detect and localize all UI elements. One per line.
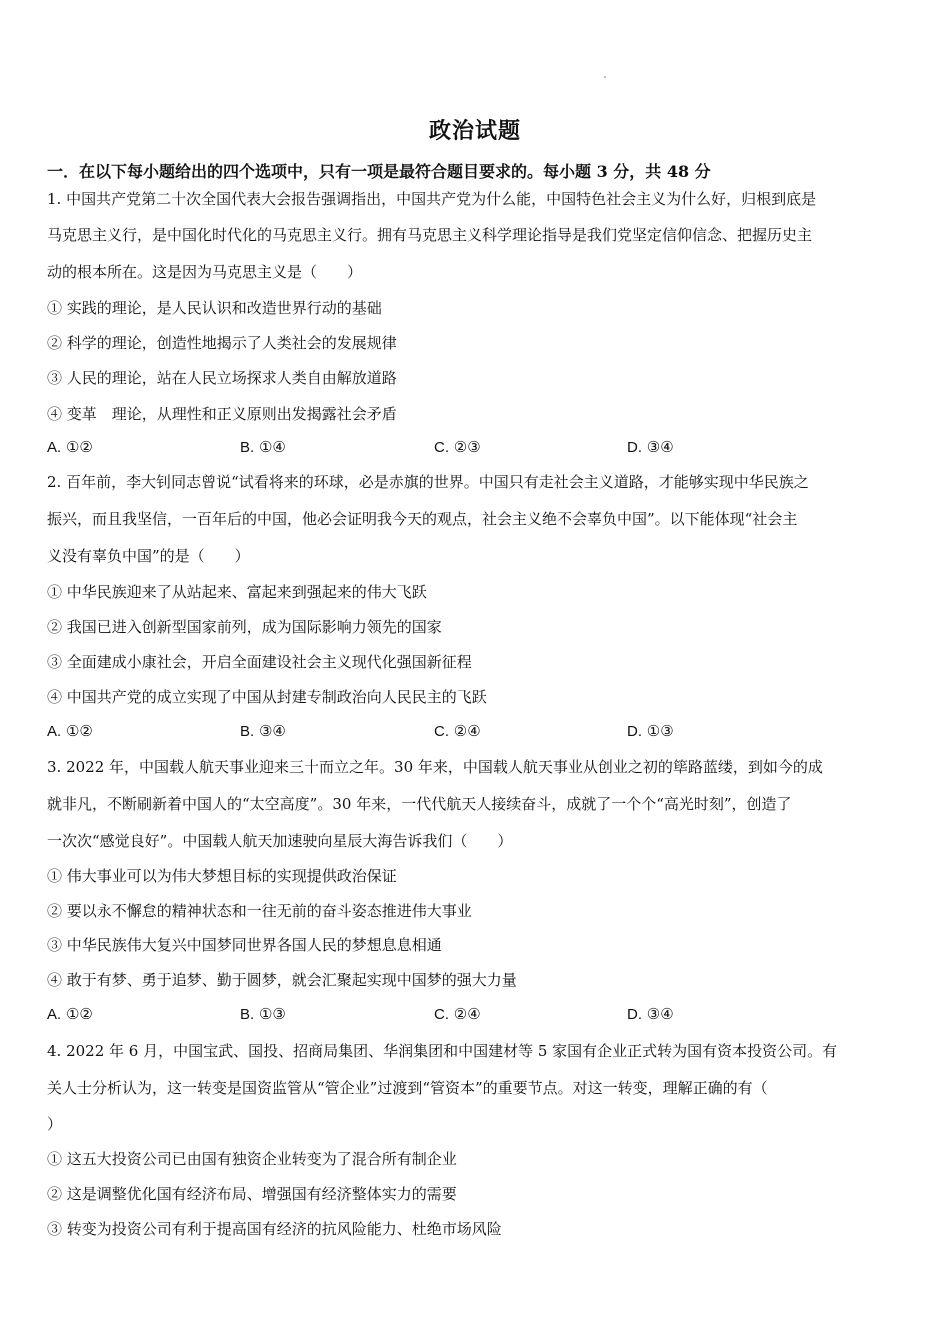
option-a[interactable]: A. ①②	[47, 438, 93, 456]
question-3-choice-1: ① 伟大事业可以为伟大梦想目标的实现提供政治保证	[47, 867, 397, 885]
question-2-line-2: 振兴，而且我坚信，一百年后的中国，他必会证明我今天的观点，社会主义绝不会辜负中国”。以下能体现“社会主	[47, 510, 798, 528]
option-d[interactable]: D. ③④	[627, 438, 674, 456]
question-4-choice-2: ② 这是调整优化国有经济布局、增强国有经济整体实力的需要	[47, 1185, 457, 1203]
question-1-options	[47, 437, 907, 457]
question-3-choice-4: ④ 敢于有梦、勇于追梦、勤于圆梦，就会汇聚起实现中国梦的强大力量	[47, 971, 517, 989]
question-3-choice-3: ③ 中华民族伟大复兴中国梦同世界各国人民的梦想息息相通	[47, 936, 442, 954]
option-b[interactable]: B. ①④	[240, 438, 286, 456]
question-2-choice-1: ① 中华民族迎来了从站起来、富起来到强起来的伟大飞跃	[47, 583, 427, 601]
question-3-line-2: 就非凡，不断刷新着中国人的“太空高度”。30 年来，一代代航天人接续奋斗，成就了一个个“高光时刻”，创造了	[47, 795, 792, 813]
question-2-options	[47, 721, 907, 741]
question-2-choice-4: ④ 中国共产党的成立实现了中国从封建专制政治向人民民主的飞跃	[47, 688, 487, 706]
section-heading: 一．在以下每小题给出的四个选项中，只有一项是最符合题目要求的。每小题 3 分，共 48 分	[47, 162, 711, 181]
question-1-choice-4: ④ 变革 理论，从理性和正义原则出发揭露社会矛盾	[47, 405, 397, 423]
option-a[interactable]: A. ①②	[47, 1005, 93, 1023]
question-3-line-1: 3. 2022 年，中国载人航天事业迎来三十而立之年。30 年来，中国载人航天事业从创业之初的筚路蓝缕，到如今的成	[47, 758, 823, 776]
question-2-line-3: 义没有辜负中国”的是（ ）	[47, 547, 250, 565]
question-3-options	[47, 1004, 907, 1024]
question-4-line-1: 4. 2022 年 6 月，中国宝武、国投、招商局集团、华润集团和中国建材等 5 家国有企业正式转为国有资本投资公司。有	[47, 1042, 838, 1060]
question-4-choice-3: ③ 转变为投资公司有利于提高国有经济的抗风险能力、杜绝市场风险	[47, 1220, 502, 1238]
option-d[interactable]: D. ③④	[627, 1005, 674, 1023]
option-d[interactable]: D. ①③	[627, 722, 674, 740]
question-1-choice-2: ② 科学的理论，创造性地揭示了人类社会的发展规律	[47, 334, 397, 352]
option-c[interactable]: C. ②③	[434, 438, 481, 456]
option-b[interactable]: B. ③④	[240, 722, 286, 740]
question-2-choice-3: ③ 全面建成小康社会，开启全面建设社会主义现代化强国新征程	[47, 653, 472, 671]
option-b[interactable]: B. ①③	[240, 1005, 286, 1023]
question-1-choice-1: ① 实践的理论，是人民认识和改造世界行动的基础	[47, 299, 382, 317]
question-3-choice-2: ② 要以永不懈怠的精神状态和一往无前的奋斗姿态推进伟大事业	[47, 902, 472, 920]
question-4-line-2: 关人士分析认为，这一转变是国资监管从“管企业”过渡到“管资本”的重要节点。对这一转变，理解正确的有（	[47, 1079, 768, 1097]
page-title: 政治试题	[428, 118, 521, 144]
scan-dot	[604, 76, 606, 78]
option-a[interactable]: A. ①②	[47, 722, 93, 740]
question-3-line-3: 一次次“感觉良好”。中国载人航天加速驶向星辰大海告诉我们（ ）	[47, 832, 513, 850]
question-1-choice-3: ③ 人民的理论，站在人民立场探求人类自由解放道路	[47, 369, 397, 387]
question-1-line-2: 马克思主义行，是中国化时代化的马克思主义行。拥有马克思主义科学理论指导是我们党坚定信仰信念、把握历史主	[47, 226, 813, 244]
question-2-line-1: 2. 百年前，李大钊同志曾说“试看将来的环球，必是赤旗的世界。中国只有走社会主义道路，才能够实现中华民族之	[47, 473, 809, 491]
option-c[interactable]: C. ②④	[434, 1005, 481, 1023]
question-2-choice-2: ② 我国已进入创新型国家前列，成为国际影响力领先的国家	[47, 618, 442, 636]
question-1-line-1: 1. 中国共产党第二十次全国代表大会报告强调指出，中国共产党为什么能，中国特色社会主义为什么好，归根到底是	[47, 190, 817, 208]
question-4-choice-1: ① 这五大投资公司已由国有独资企业转变为了混合所有制企业	[47, 1150, 457, 1168]
question-4-line-3: ）	[47, 1115, 63, 1133]
question-1-line-3: 动的根本所在。这是因为马克思主义是（ ）	[47, 263, 363, 281]
option-c[interactable]: C. ②④	[434, 722, 481, 740]
